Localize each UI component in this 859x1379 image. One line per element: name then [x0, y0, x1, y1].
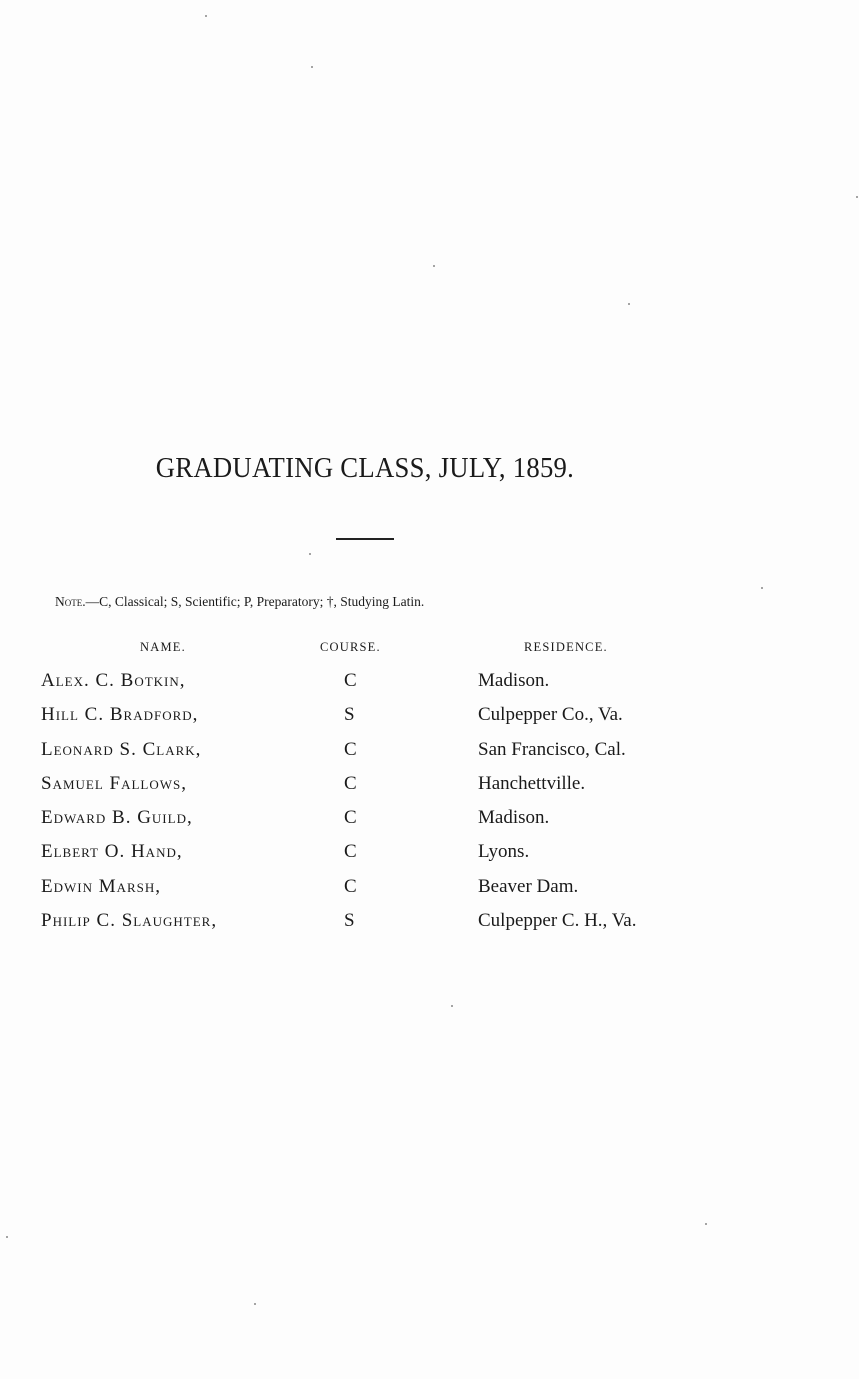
graduate-course: C	[344, 772, 357, 794]
graduate-residence: Madison.	[478, 670, 550, 691]
note-lead: Note.	[55, 594, 86, 609]
graduate-residence: Hanchettville.	[478, 772, 586, 794]
table-row	[0, 841, 859, 875]
graduate-residence: Culpepper C. H., Va.	[478, 910, 637, 932]
paper-speck	[451, 1005, 453, 1007]
graduate-name: Philip C. Slaughter,	[41, 910, 218, 932]
graduate-course: C	[344, 875, 357, 897]
page-title: GRADUATING CLASS, JULY, 1859.	[155, 452, 575, 484]
graduate-course: S	[344, 910, 355, 932]
table-row	[0, 807, 859, 841]
graduate-table	[0, 670, 859, 944]
paper-speck	[309, 553, 311, 555]
paper-speck	[433, 265, 435, 267]
graduate-course: C	[344, 841, 357, 863]
graduate-name: Samuel Fallows,	[41, 772, 188, 794]
graduate-course: C	[344, 670, 357, 691]
table-row	[0, 704, 859, 738]
title-divider	[336, 538, 394, 540]
graduate-residence: Lyons.	[478, 841, 530, 863]
graduate-name: Edwin Marsh,	[41, 875, 162, 897]
graduate-residence: Madison.	[478, 807, 550, 829]
graduate-name: Elbert O. Hand,	[41, 841, 183, 863]
graduate-course: C	[344, 738, 357, 760]
paper-speck	[311, 66, 313, 68]
course-key-note	[55, 594, 424, 610]
paper-speck	[6, 1236, 8, 1238]
paper-speck	[856, 196, 858, 198]
column-header-residence: RESIDENCE.	[524, 640, 608, 654]
paper-speck	[705, 1223, 707, 1225]
table-row	[0, 670, 859, 704]
paper-speck	[254, 1303, 256, 1305]
graduate-name: Edward B. Guild,	[41, 807, 193, 829]
graduate-course: C	[344, 807, 357, 829]
paper-speck	[761, 587, 763, 589]
note-text: —C, Classical; S, Scientific; P, Preparatory; †, Studying Latin.	[85, 594, 425, 609]
table-row	[0, 739, 859, 773]
graduate-name: Hill C. Bradford,	[41, 704, 199, 726]
paper-speck	[628, 303, 630, 305]
graduate-residence: Culpepper Co., Va.	[478, 704, 623, 726]
table-row	[0, 876, 859, 910]
graduate-residence: Beaver Dam.	[478, 875, 579, 897]
column-header-name: NAME.	[140, 640, 186, 654]
column-header-course: COURSE.	[320, 640, 381, 654]
graduate-name: Alex. C. Botkin,	[41, 670, 186, 691]
graduate-residence: San Francisco, Cal.	[478, 738, 626, 760]
table-row	[0, 910, 859, 944]
paper-speck	[205, 15, 207, 17]
graduate-name: Leonard S. Clark,	[41, 738, 202, 760]
table-row	[0, 773, 859, 807]
graduate-course: S	[344, 704, 355, 726]
